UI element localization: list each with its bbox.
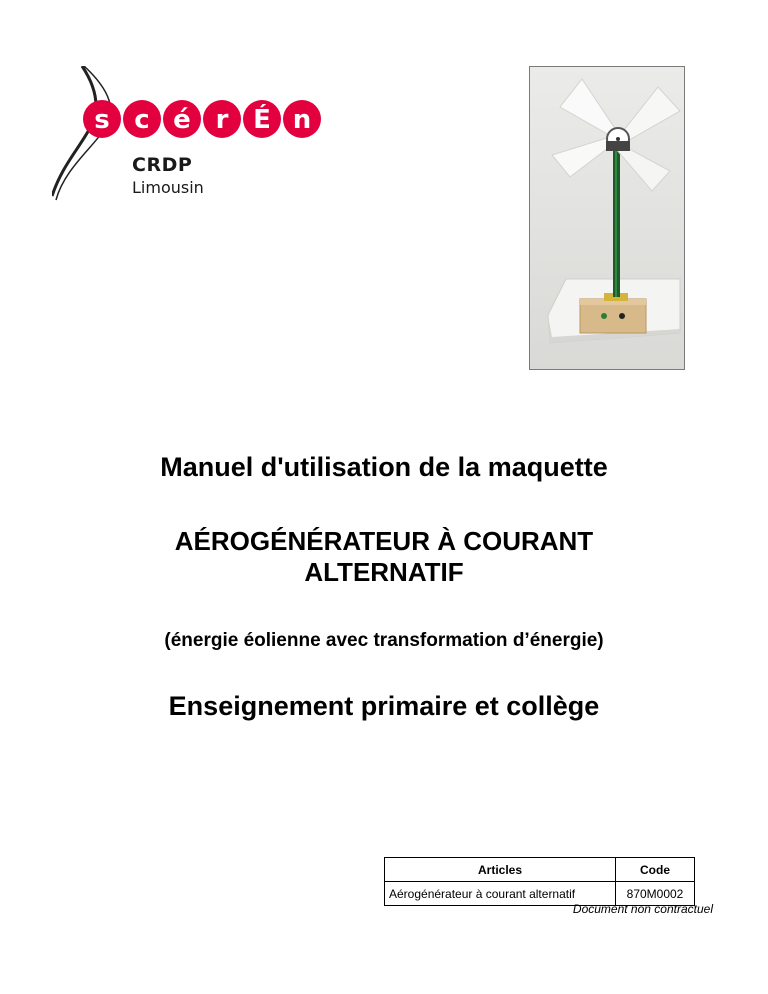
logo-letter-5: É xyxy=(253,105,271,135)
product-photo xyxy=(529,66,685,370)
wind-turbine-illustration xyxy=(530,67,684,369)
disclaimer-note: Document non contractuel xyxy=(572,902,713,916)
header-articles: Articles xyxy=(385,858,616,882)
education-level: Enseignement primaire et collège xyxy=(168,691,600,721)
logo-crdp: CRDP xyxy=(132,154,193,176)
product-subtitle: (énergie éolienne avec transformation d’énergie) xyxy=(164,630,604,651)
logo-region: Limousin xyxy=(132,178,204,197)
table-header-row xyxy=(385,858,695,882)
article-name: Aérogénérateur à courant alternatif xyxy=(385,882,616,906)
logo-letter-1: s xyxy=(94,105,110,135)
product-title-line2: ALTERNATIF xyxy=(304,557,464,587)
product-title xyxy=(0,526,768,588)
product-title-line1: AÉROGÉNÉRATEUR À COURANT xyxy=(174,526,594,556)
logo-letter-6: n xyxy=(292,105,312,135)
manual-title: Manuel d'utilisation de la maquette xyxy=(160,452,608,482)
logo-letter-4: r xyxy=(215,105,229,135)
logo-letter-2: c xyxy=(134,105,150,135)
crdp-logo xyxy=(52,66,342,201)
header-code: Code xyxy=(616,858,695,882)
article-code: 870M0002 xyxy=(616,882,695,906)
articles-table xyxy=(384,857,695,906)
logo-letter-3: é xyxy=(173,105,191,135)
